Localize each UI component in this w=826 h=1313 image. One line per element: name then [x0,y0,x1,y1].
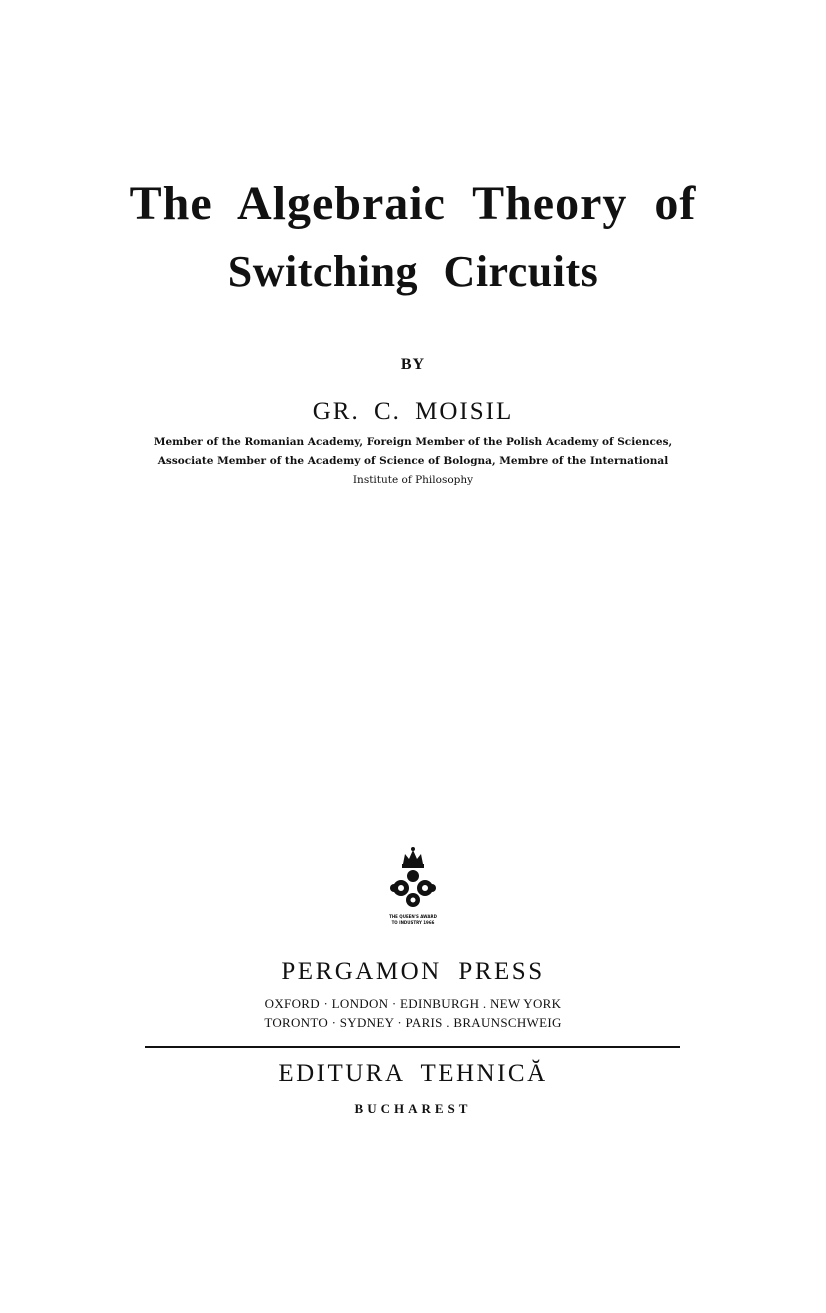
publisher-name: PERGAMON PRESS [281,958,545,985]
co-publisher-name: EDITURA TEHNICĂ [278,1060,548,1087]
divider-rule [145,1046,680,1048]
publisher-cities-line-2: TORONTO · SYDNEY · PARIS . BRAUNSCHWEIG [264,1015,562,1030]
author-affiliation-line-2: Associate Member of the Academy of Science of Bologna, Membre of the International [157,455,669,467]
author-name: GR. C. MOISIL [312,398,514,425]
author-affiliation-line-3: Institute of Philosophy [352,474,474,486]
logo-caption-line-2: TO INDUSTRY 1966 [391,920,435,925]
logo-caption-line-1: THE QUEEN'S AWARD [389,914,437,919]
by-label: BY [400,356,426,373]
book-title-line-2: Switching Circuits [227,247,599,296]
publisher-cities-line-1: OXFORD · LONDON · EDINBURGH . NEW YORK [264,996,562,1011]
book-title-line-1: The Algebraic Theory of [129,177,697,230]
co-publisher-city: BUCHAREST [354,1101,472,1116]
queens-award-emblem-icon [383,846,443,928]
author-affiliation-line-1: Member of the Romanian Academy, Foreign Member of the Polish Academy of Sciences, [153,436,673,448]
